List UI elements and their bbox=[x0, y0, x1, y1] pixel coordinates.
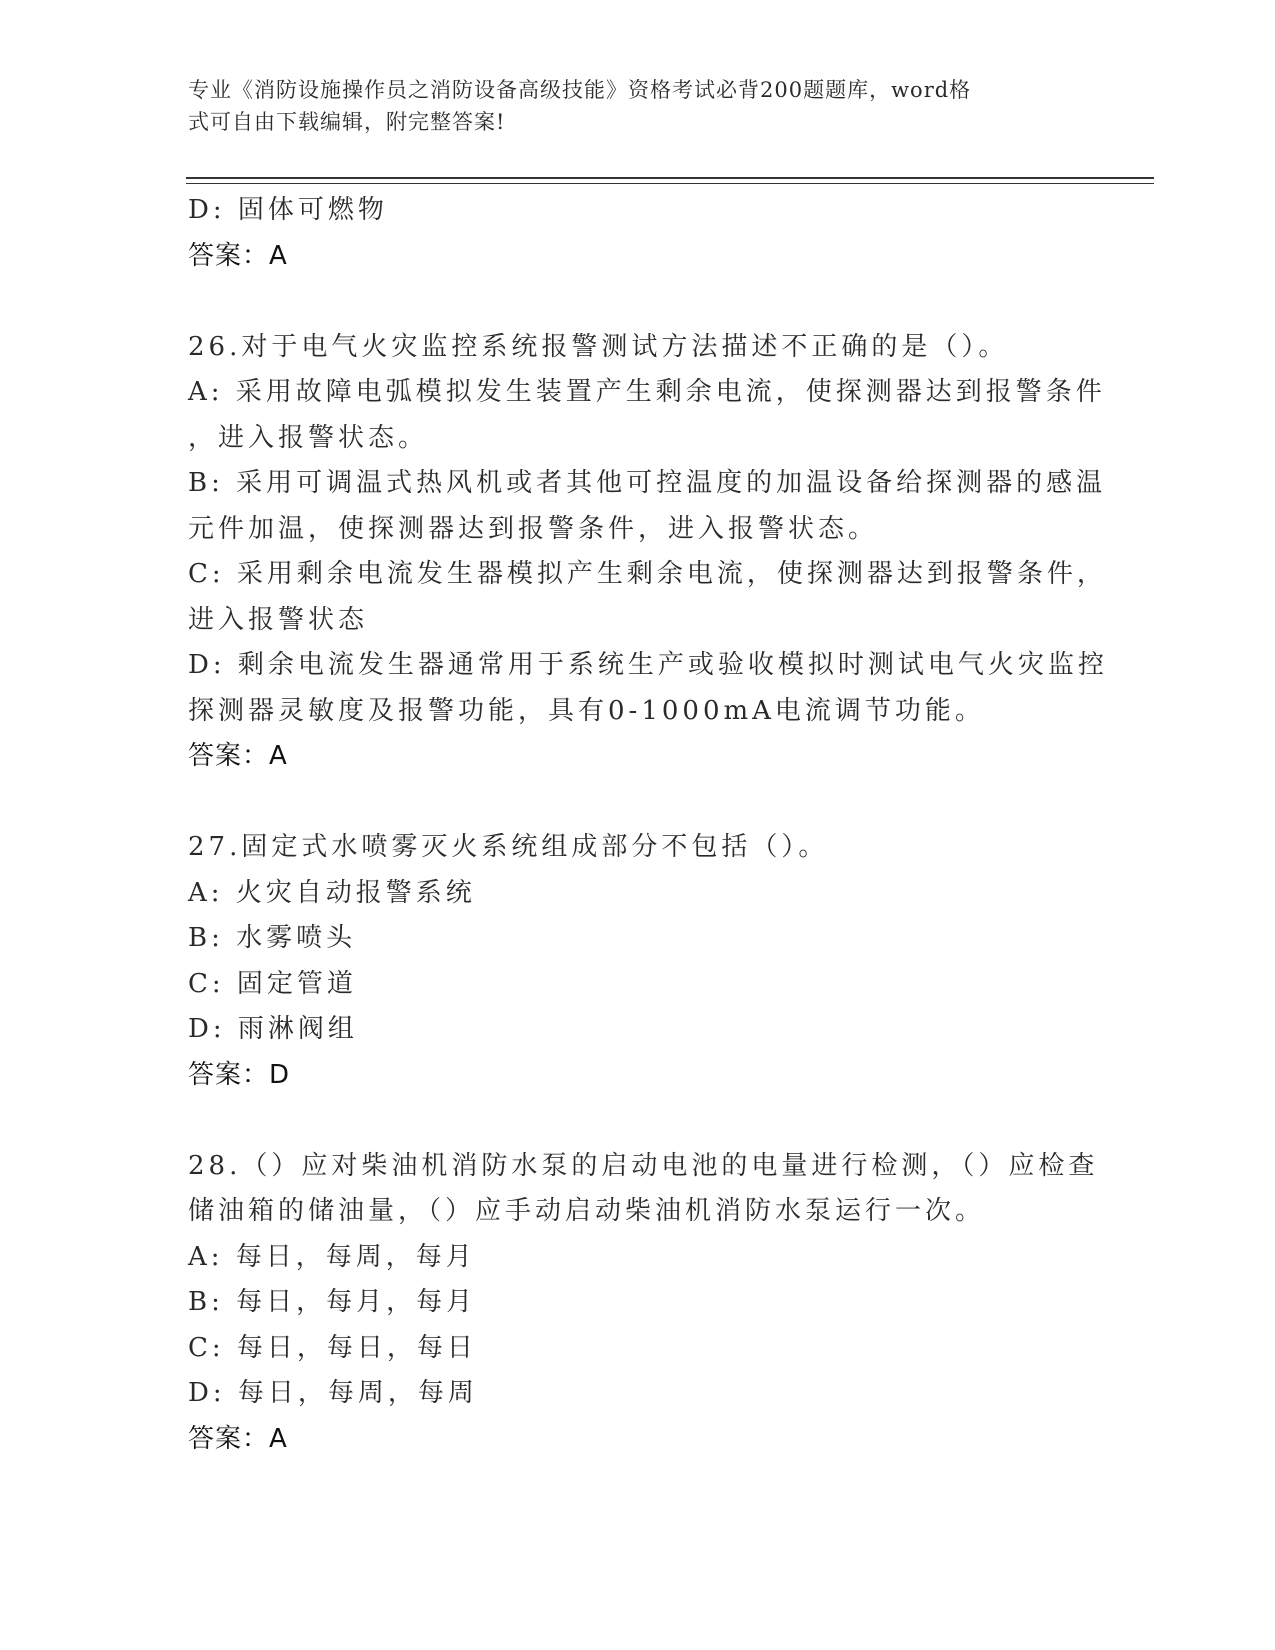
option-a-line-2: ，进入报警状态。 bbox=[188, 422, 429, 453]
prev-question-tail bbox=[188, 188, 1088, 279]
header-line-2: 式可自由下载编辑，附完整答案! bbox=[188, 110, 506, 134]
document-body bbox=[188, 188, 1108, 1462]
option-c-line-1: C: 采用剩余电流发生器模拟产生剩余电流，使探测器达到报警条件， bbox=[188, 559, 1107, 589]
document-header bbox=[188, 74, 1068, 138]
option-b-line-2: 元件加温，使探测器达到报警条件，进入报警状态。 bbox=[188, 513, 879, 544]
option-d: D: 雨淋阀组 bbox=[188, 1014, 358, 1044]
question-28 bbox=[188, 1144, 1099, 1463]
option-b: B: 水雾喷头 bbox=[188, 923, 357, 953]
option-d-line-2: 探测器灵敏度及报警功能，具有0-1000mA电流调节功能。 bbox=[188, 695, 985, 726]
spacer bbox=[188, 1098, 1088, 1144]
option-a: A: 每日，每周，每月 bbox=[188, 1241, 476, 1272]
option-c: C: 固定管道 bbox=[188, 968, 357, 999]
question-stem: 26.对于电气火灾监控系统报警测试方法描述不正确的是（）。 bbox=[188, 331, 1009, 362]
question-27 bbox=[188, 825, 1088, 1098]
option-b: B: 每日，每月，每月 bbox=[188, 1287, 477, 1317]
answer: 答案：A bbox=[188, 1423, 288, 1454]
option-a-line-1: A: 采用故障电弧模拟发生装置产生剩余电流，使探测器达到报警条件 bbox=[188, 377, 1106, 407]
answer: 答案：A bbox=[188, 240, 288, 271]
option-d-line-1: D: 剩余电流发生器通常用于系统生产或验收模拟时测试电气火灾监控 bbox=[188, 650, 1108, 680]
header-rule-thin bbox=[186, 183, 1154, 184]
spacer bbox=[188, 780, 1088, 826]
option-c: C: 每日，每日，每日 bbox=[188, 1332, 477, 1363]
question-stem: 27.固定式水喷雾灭火系统组成部分不包括（）。 bbox=[188, 832, 829, 862]
question-26 bbox=[188, 325, 1108, 780]
option-d: D: 每日，每周，每周 bbox=[188, 1378, 478, 1408]
option-b-line-1: B: 采用可调温式热风机或者其他可控温度的加温设备给探测器的感温 bbox=[188, 468, 1107, 498]
option-a: A: 火灾自动报警系统 bbox=[188, 877, 476, 908]
answer: 答案：A bbox=[188, 741, 288, 771]
answer: 答案：D bbox=[188, 1059, 291, 1090]
question-stem-line-2: 储油箱的储油量，（）应手动启动柴油机消防水泵运行一次。 bbox=[188, 1196, 986, 1226]
header-rule-thick bbox=[186, 177, 1154, 179]
question-stem-line-1: 28.（）应对柴油机消防水泵的启动电池的电量进行检测，（）应检查 bbox=[188, 1150, 1099, 1181]
header-line-1: 专业《消防设施操作员之消防设备高级技能》资格考试必背200题题库，word格 bbox=[188, 78, 972, 102]
option-c-line-2: 进入报警状态 bbox=[188, 604, 369, 635]
spacer bbox=[188, 279, 1088, 325]
option-d: D: 固体可燃物 bbox=[188, 195, 388, 225]
